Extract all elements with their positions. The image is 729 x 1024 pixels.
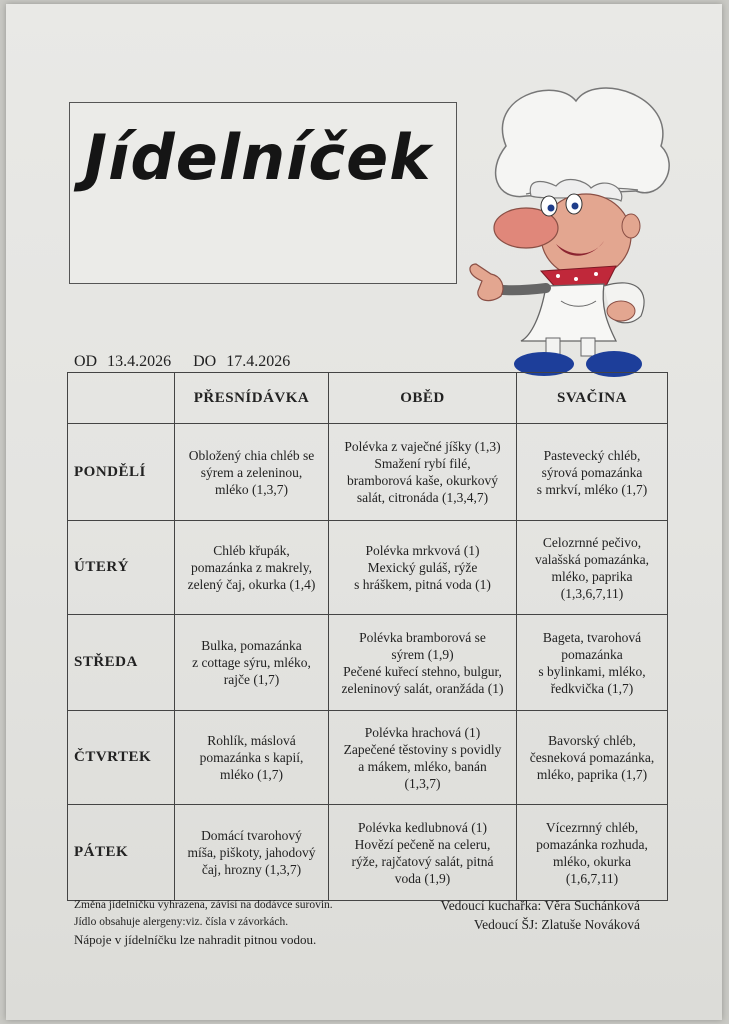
meal-line: z cottage sýru, mléko, <box>192 655 311 670</box>
meal-line: Smažení rybí filé, <box>374 456 471 471</box>
meal-line: sýrová pomazánka <box>541 464 643 480</box>
meal-line: (1,3,6,7,11) <box>560 585 624 601</box>
meal-line: ředkvička (1,7) <box>550 680 634 696</box>
column-header: OBĚD <box>329 373 517 424</box>
meal-line: voda (1,9) <box>394 870 451 886</box>
header-corner <box>68 373 175 424</box>
meal-cell-lunch <box>329 711 517 805</box>
meal-cell-snack1 <box>175 521 329 615</box>
meal-line: rajče (1,7) <box>223 672 280 687</box>
meal-line: s hráškem, pitná voda (1) <box>354 577 491 592</box>
day-label: ČTVRTEK <box>68 711 175 805</box>
table-header-row <box>68 373 668 424</box>
meal-line: Polévka bramborová se <box>359 629 486 645</box>
chef-icon <box>446 76 691 386</box>
day-label: PONDĚLÍ <box>68 424 175 521</box>
meal-line: Mexický guláš, rýže <box>367 560 478 575</box>
column-header: SVAČINA <box>517 373 668 424</box>
meal-line: mléko (1,7) <box>220 767 283 782</box>
meal-cell-snack2 <box>517 615 668 711</box>
meal-line: míša, piškoty, jahodový <box>187 845 316 860</box>
meal-line: pomazánka z makrely, <box>191 560 312 575</box>
meal-line: čaj, hrozny (1,3,7) <box>201 862 302 877</box>
date-from: 13.4.2026 <box>107 353 172 370</box>
footer-notes <box>74 897 333 948</box>
meal-line: rýže, rajčatový salát, pitná <box>351 853 494 869</box>
meal-line: pomazánka rozhuda, <box>536 836 648 852</box>
meal-line: Bulka, pomazánka <box>201 638 302 653</box>
date-to: 17.4.2026 <box>226 353 291 370</box>
meal-line: mléko (1,3,7) <box>214 481 289 497</box>
meal-line: Polévka hrachová (1) <box>364 724 481 740</box>
meal-line: Domácí tvarohový <box>201 828 302 843</box>
meal-cell-snack2 <box>517 711 668 805</box>
meal-line: s mrkví, mléko (1,7) <box>536 481 648 497</box>
table-row <box>68 615 668 711</box>
meal-line: mléko, paprika <box>551 568 633 584</box>
column-header: PŘESNÍDÁVKA <box>175 373 329 424</box>
meal-line: valašská pomazánka, <box>535 551 649 567</box>
footer-note: Jídlo obsahuje alergeny:viz. čísla v závorkách. <box>74 916 289 928</box>
footer-note: Nápoje v jídelníčku lze nahradit pitnou vodou. <box>74 932 317 947</box>
staff-head: Vedoucí ŠJ: Zlatuše Nováková <box>473 917 640 932</box>
meal-line: pomazánka s kapií, <box>199 750 304 765</box>
meal-cell-lunch <box>329 521 517 615</box>
meal-line: zelený čaj, okurka (1,4) <box>187 577 316 592</box>
meal-cell-snack1 <box>175 615 329 711</box>
title-box <box>69 102 457 284</box>
meal-cell-snack1 <box>175 711 329 805</box>
day-label: PÁTEK <box>68 805 175 901</box>
meal-line: zeleninový salát, oranžáda (1) <box>341 680 504 696</box>
meal-line: Polévka z vaječné jíšky (1,3) <box>344 439 501 454</box>
meal-line: Hovězí pečeně na celeru, <box>354 836 491 852</box>
footer-note: Změna jídelníčku vyhrazena, závisí na dodávce surovin. <box>74 899 333 911</box>
meal-line: Polévka kedlubnová (1) <box>358 819 487 835</box>
meal-cell-snack2 <box>517 521 668 615</box>
table-row <box>68 424 668 521</box>
table-row <box>68 521 668 615</box>
day-label: ÚTERÝ <box>68 521 175 615</box>
meal-cell-lunch <box>329 615 517 711</box>
meal-line: Vícezrnný chléb, <box>545 819 639 835</box>
meal-line: (1,6,7,11) <box>565 870 619 886</box>
day-label: STŘEDA <box>68 615 175 711</box>
table-row <box>68 805 668 901</box>
meal-line: česneková pomazánka, <box>529 750 655 765</box>
meal-cell-lunch <box>329 805 517 901</box>
meal-line: Zapečené těstoviny s povidly <box>343 741 502 757</box>
meal-cell-snack1 <box>175 424 329 521</box>
meal-line: Obložený chia chléb se <box>188 447 315 463</box>
meal-line: Bageta, tvarohová <box>542 629 642 645</box>
meal-line: pomazánka <box>561 646 623 662</box>
meal-line: salát, citronáda (1,3,4,7) <box>356 490 489 505</box>
meal-cell-snack2 <box>517 424 668 521</box>
meal-line: Rohlík, máslová <box>207 733 296 748</box>
date-to-label: DO <box>193 353 217 370</box>
meal-cell-lunch <box>329 424 517 521</box>
meal-line: a mákem, mléko, banán <box>358 758 487 774</box>
meal-line: sýrem (1,9) <box>391 646 454 662</box>
meal-line: (1,3,7) <box>404 775 441 791</box>
meal-line: Chléb křupák, <box>213 543 290 558</box>
meal-cell-snack1 <box>175 805 329 901</box>
table-row <box>68 711 668 805</box>
meal-line: Celozrnné pečivo, <box>542 534 642 550</box>
meal-line: Pečené kuřecí stehno, bulgur, <box>343 663 502 679</box>
meal-line: mléko, okurka <box>553 853 631 869</box>
meal-cell-snack2 <box>517 805 668 901</box>
footer-staff <box>440 896 640 934</box>
menu-table <box>67 372 668 901</box>
meal-line: s bylinkami, mléko, <box>538 663 646 679</box>
meal-line: mléko, paprika (1,7) <box>536 767 648 782</box>
meal-line: Polévka mrkvová (1) <box>365 543 480 558</box>
page-title: Jídelníček <box>84 121 432 194</box>
menu-sheet <box>6 4 722 1020</box>
meal-line: bramborová kaše, okurkový <box>346 473 499 488</box>
staff-cook: Vedoucí kuchařka: Věra Suchánková <box>440 898 640 913</box>
date-from-label: OD <box>74 353 98 370</box>
date-range <box>74 353 296 371</box>
meal-line: sýrem a zeleninou, <box>200 464 303 480</box>
meal-line: Bavorský chléb, <box>548 733 636 748</box>
meal-line: Pastevecký chléb, <box>543 447 641 463</box>
